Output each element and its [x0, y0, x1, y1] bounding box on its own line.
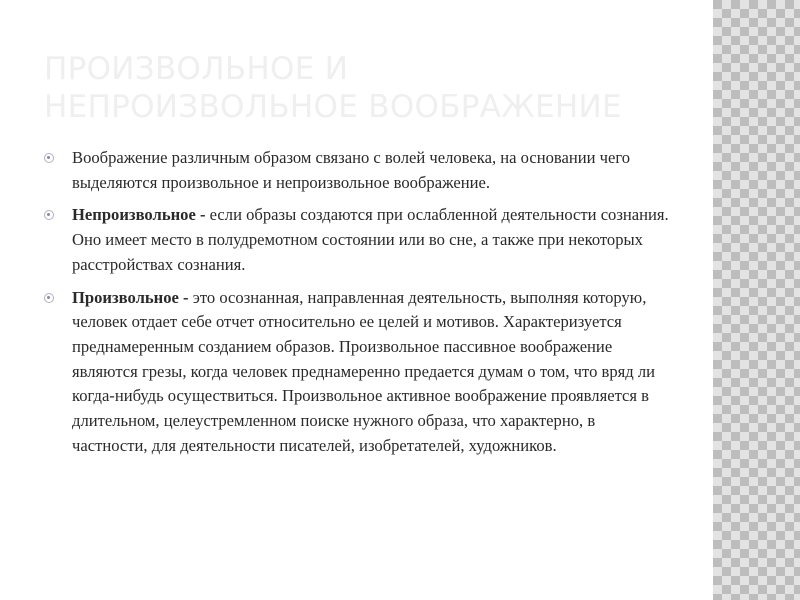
bullet-icon [44, 210, 54, 220]
list-item [44, 146, 674, 195]
item-text: если образы создаются при ослабленной деятельности сознания. Оно имеет место в полудремотном состоянии или во сне, а также при некоторых расстройствах сознания. [72, 205, 669, 274]
item-term-dash: - [195, 205, 210, 225]
item-text: это осознанная, направленная деятельность, выполняя которую, человек отдает себе отчет относительно ее целей и мотивов. Характеризуется преднамеренным созданием образов. Произвольное пассивное воображение являются грезы, когда человек преднамеренно предается думам о том, что вряд ли когда-нибудь осуществиться. Произвольное активное воображение проявляется в длительном, целеустремленном поиске нужного образа, что характерно, в частности, для деятельности писателей, изобретателей, художников. [72, 287, 656, 455]
item-term [72, 205, 210, 224]
bullet-list [44, 146, 674, 466]
slide-title [44, 50, 684, 126]
bullet-icon [44, 293, 54, 303]
title-line-2: НЕПРОИЗВОЛЬНОЕ ВООБРАЖЕНИЕ [44, 89, 622, 125]
list-item [44, 203, 674, 277]
item-term-label: Непроизвольное [72, 205, 196, 225]
item-term [72, 288, 193, 307]
decorative-pattern-strip [713, 0, 800, 600]
item-text: Воображение различным образом связано с волей человека, на основании чего выделяются произвольное и непроизвольное воображение. [72, 148, 631, 192]
item-term-label: Произвольное [72, 287, 179, 307]
list-item [44, 286, 674, 459]
bullet-icon [44, 153, 54, 163]
item-term-dash: - [178, 287, 193, 307]
title-line-1: ПРОИЗВОЛЬНОЕ И [44, 51, 349, 87]
